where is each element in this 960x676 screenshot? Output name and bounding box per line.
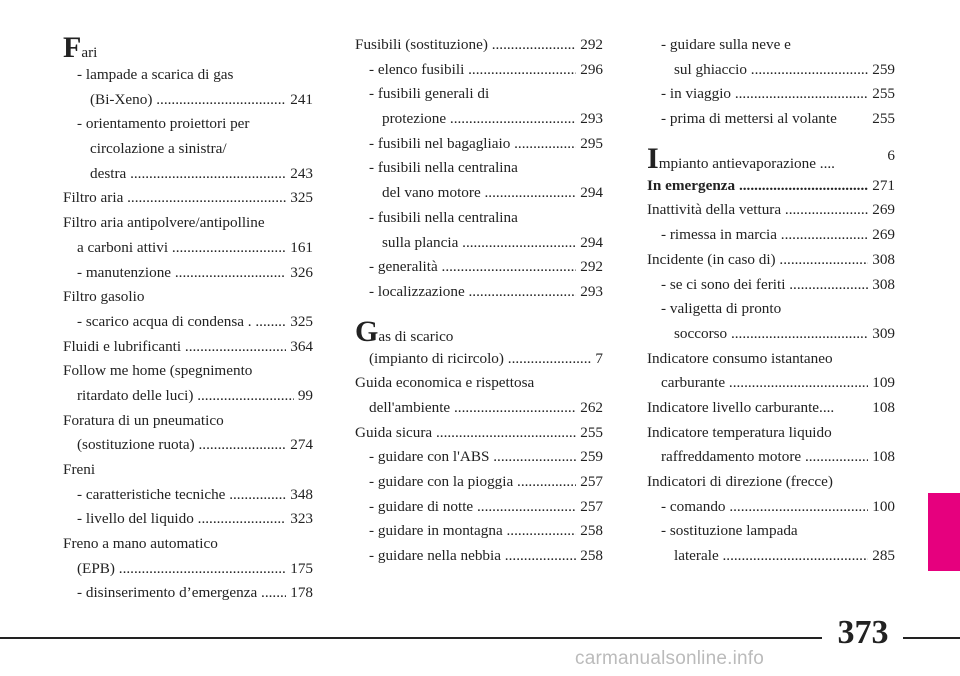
page-ref: 274 [286,433,313,458]
page-ref: 258 [576,519,603,544]
page-ref: 296 [576,58,603,83]
index-entry [63,335,313,360]
entry-text: Freni [63,461,96,478]
entry-text: - prima di mettersi al volante [661,110,837,128]
page-ref: 292 [576,33,603,58]
index-entry [63,186,313,211]
entry-text: protezione ..... [382,107,603,132]
page-ref: 295 [576,132,603,157]
footer-rule-right [903,637,960,639]
entry-text: carburante ..... [661,371,895,396]
entry-text: Foratura di un pneumatico [63,411,224,429]
letter-heading [355,317,603,347]
page-ref: 7 [591,347,603,372]
entry-text: Filtro gasolio [63,288,145,306]
entry-text: laterale ..... [674,544,895,569]
index-entry [355,544,603,569]
entry-text: Follow me home (spegnimento [63,362,253,380]
entry-text: - guidare di notte ..... [369,495,603,520]
entry-text: destra ..... [90,162,313,187]
index-entry [647,82,895,107]
section-gap [355,305,603,317]
watermark: carmanualsonline.info [575,648,765,669]
index-entry [63,162,313,187]
letter-heading [63,33,313,63]
index-entry [63,581,313,606]
page-ref: 269 [868,223,895,248]
page-ref: 259 [576,445,603,470]
index-entry [63,557,313,582]
entry-text: - scarico acqua di condensa . ..... [77,310,313,335]
section-gap [647,132,895,144]
entry-text: - sostituzione lampada [661,522,798,540]
index-entry [647,174,895,199]
page-ref: 262 [576,396,603,421]
index-entry [63,261,313,286]
entry-text: - guidare sulla neve e [661,36,791,53]
page-ref: 325 [286,186,313,211]
entry-text: (impianto di ricircolo) ..... [369,347,603,372]
entry-text: Indicatore livello carburante.... [647,398,835,416]
entry-text: (Bi-Xeno) ..... [90,88,313,113]
page-ref: 259 [868,58,895,83]
index-entry [63,458,313,483]
index-entry [647,248,895,273]
page-ref: 161 [286,236,313,261]
page-ref: 241 [286,88,313,113]
page-ref: 364 [286,335,313,360]
page-ref: 269 [868,198,895,223]
page-ref: 294 [576,181,603,206]
index-entry [63,88,313,113]
page-ref: 293 [576,280,603,305]
index-entry [355,519,603,544]
entry-text: Fusibili (sostituzione) ..... [355,33,603,58]
entry-text: Indicatori di direzione (frecce) [647,473,833,490]
footer-rule-left [0,637,822,639]
index-entry [647,347,895,372]
index-entry [63,359,313,384]
index-entry [63,137,313,162]
index-column-1 [63,33,313,606]
page-ref: 294 [576,231,603,256]
index-entry [355,33,603,58]
page-ref: 108 [868,396,895,421]
index-entry [355,371,603,396]
section-tab-marker [928,493,960,571]
entry-text: - comando ..... [661,495,895,520]
index-entry [355,107,603,132]
entry-text: Indicatore consumo istantaneo [647,349,833,367]
page-ref: 255 [868,82,895,107]
entry-text: Fluidi e lubrificanti ..... [63,335,313,360]
index-column-2 [355,33,603,569]
entry-text: Indicatore temperatura liquido [647,423,832,441]
entry-text: - lampade a scarica di gas [77,66,234,83]
index-entry [63,112,313,137]
page-ref: 175 [286,557,313,582]
index-entry [63,310,313,335]
index-entry [647,297,895,322]
entry-text: sul ghiaccio ..... [674,58,895,83]
index-entry [355,470,603,495]
entry-text: - fusibili nella centralina [369,208,518,226]
page-ref: 100 [868,495,895,520]
entry-text: (sostituzione ruota) ..... [77,433,313,458]
index-entry [647,107,895,132]
index-entry [647,445,895,470]
heading-rest: mpianto antievaporazione .... [658,154,835,172]
page-ref: 108 [868,445,895,470]
entry-text: soccorso ..... [674,322,895,347]
index-entry [647,495,895,520]
index-entry [355,82,603,107]
page-ref: 309 [868,322,895,347]
index-entry [63,532,313,557]
entry-text: - orientamento proiettori per [77,115,250,133]
entry-text: - fusibili nella centralina [369,159,518,177]
index-entry [355,445,603,470]
index-entry [355,280,603,305]
page-ref: 6 [883,144,895,169]
page-ref: 257 [576,470,603,495]
index-entry [647,58,895,83]
page-ref: 255 [868,107,895,132]
entry-text: - fusibili generali di [369,85,490,103]
entry-text: a carboni attivi ..... [77,236,313,261]
entry-text: - se ci sono dei feriti ..... [661,273,895,298]
entry-text: del vano motore ..... [382,181,603,206]
index-entry [63,384,313,409]
entry-text: - fusibili nel bagagliaio ..... [369,132,603,157]
index-entry [647,198,895,223]
entry-text: - localizzazione ..... [369,280,603,305]
index-entry [647,396,895,421]
index-entry [355,206,603,231]
index-entry [355,421,603,446]
entry-text: Freno a mano automatico [63,535,218,553]
heading-initial: F [63,33,82,64]
heading-rest: ari [81,44,98,61]
index-entry [63,236,313,261]
index-entry [647,371,895,396]
entry-text: - guidare nella nebbia ..... [369,544,603,569]
entry-text: dell'ambiente ..... [369,396,603,421]
page-ref: 257 [576,495,603,520]
page-ref: 348 [286,483,313,508]
entry-text: - manutenzione ..... [77,261,313,286]
entry-text: - elenco fusibili ..... [369,58,603,83]
index-entry [647,223,895,248]
index-entry [355,231,603,256]
index-entry [63,483,313,508]
page-ref: 255 [576,421,603,446]
page-ref: 323 [286,507,313,532]
index-entry [63,507,313,532]
heading-initial: I [647,143,659,175]
entry-text: sulla plancia ..... [382,231,603,256]
heading-rest: as di scarico [378,327,454,345]
entry-text: - guidare con la pioggia ..... [369,470,603,495]
page-ref: 293 [576,107,603,132]
entry-text: Incidente (in caso di) ..... [647,248,895,273]
entry-text: circolazione a sinistra/ [90,140,227,158]
index-entry [647,421,895,446]
index-entry [63,63,313,88]
entry-text: Inattività della vettura ..... [647,198,895,223]
page-number: 373 [837,614,889,651]
index-entry [355,156,603,181]
page-ref: 99 [294,384,313,409]
entry-text: - valigetta di pronto [661,300,782,318]
heading-text [647,144,895,177]
index-entry [647,273,895,298]
index-entry [63,285,313,310]
page-ref: 292 [576,255,603,280]
index-entry [355,396,603,421]
index-entry [647,33,895,58]
page-ref: 308 [868,248,895,273]
entry-text: - caratteristiche tecniche ..... [77,483,313,508]
page-ref: 271 [868,174,895,199]
page-ref: 308 [868,273,895,298]
entry-text: - generalità ..... [369,255,603,280]
entry-text: Filtro aria ..... [63,186,313,211]
index-entry [355,495,603,520]
entry-text: (EPB) ..... [77,557,313,582]
index-entry [355,347,603,372]
entry-text: Filtro aria antipolvere/antipolline [63,214,265,232]
heading-initial: G [355,316,379,348]
entry-text: - livello del liquido ..... [77,507,313,532]
entry-text: - rimessa in marcia ..... [661,223,895,248]
index-entry [355,132,603,157]
page-ref: 285 [868,544,895,569]
index-entry [647,322,895,347]
index-entry [63,433,313,458]
heading-text [355,317,603,350]
entry-text: ritardato delle luci) ..... [77,384,313,409]
page-ref: 243 [286,162,313,187]
entry-text: - guidare in montagna ..... [369,519,603,544]
index-entry [647,519,895,544]
entry-text: Guida sicura ..... [355,421,603,446]
index-entry [63,211,313,236]
index-entry [355,181,603,206]
index-column-3 [647,33,895,569]
entry-text: - guidare con l'ABS ..... [369,445,603,470]
letter-heading [647,144,895,174]
index-entry [355,255,603,280]
page-ref: 326 [286,261,313,286]
page-ref: 258 [576,544,603,569]
entry-text: - in viaggio ..... [661,82,895,107]
entry-text: Guida economica e rispettosa [355,374,535,392]
page-ref: 109 [868,371,895,396]
entry-text: - disinserimento d’emergenza ..... [77,581,313,606]
heading-text [63,33,313,66]
index-entry [647,544,895,569]
index-entry [355,58,603,83]
entry-text: In emergenza ..... [647,174,895,199]
page-ref: 178 [286,581,313,606]
index-entry [63,409,313,434]
page-ref: 325 [286,310,313,335]
entry-text: raffreddamento motore ..... [661,445,895,470]
index-entry [647,470,895,495]
